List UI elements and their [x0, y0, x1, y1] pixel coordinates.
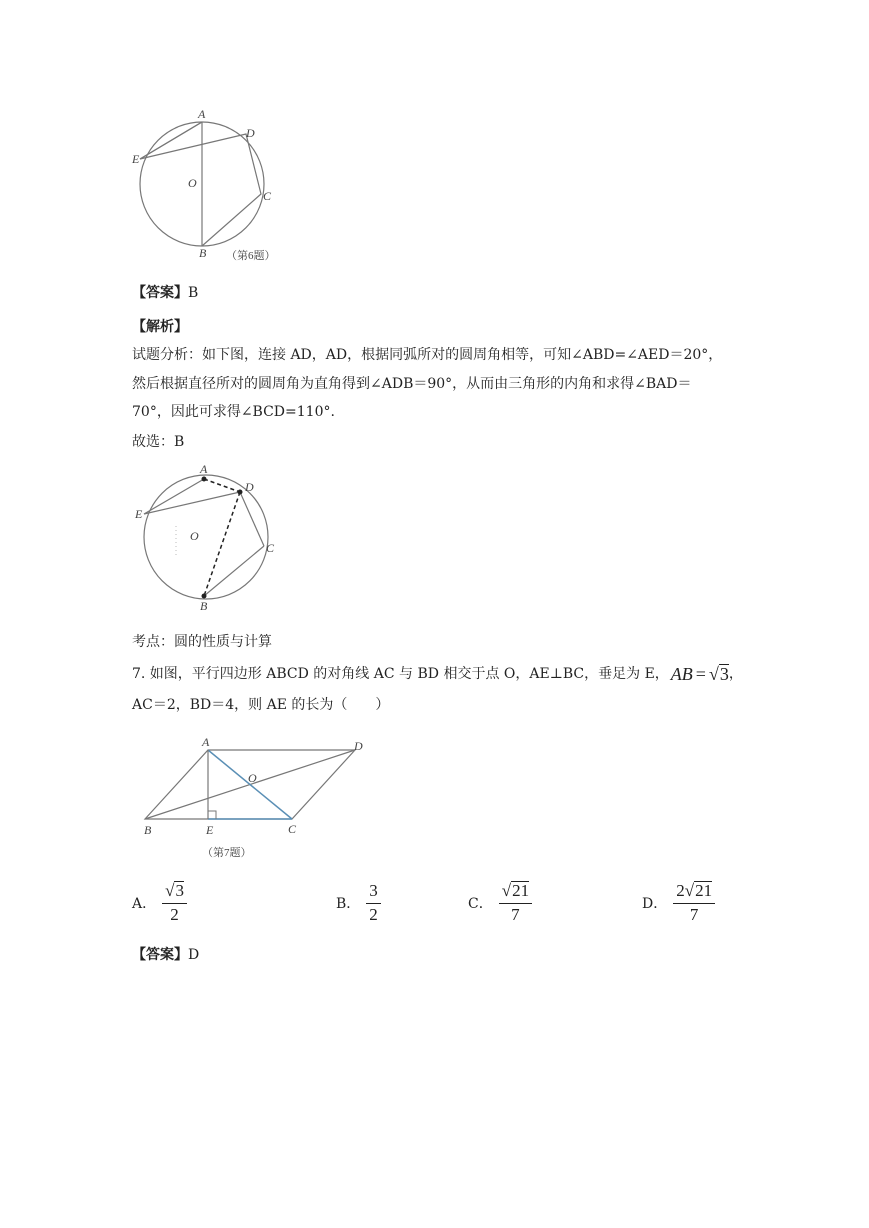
label-e: E	[135, 507, 143, 521]
chord-ae	[140, 122, 202, 159]
label-d: D	[246, 126, 255, 140]
analysis-line-3: 70°，因此可求得∠BCD=110°.	[132, 404, 335, 420]
analysis-line-2: 然后根据直径所对的圆周角为直角得到∠ADB＝90°，从而由三角形的内角和求得∠BAD＝	[132, 376, 692, 392]
answer-value: B	[188, 285, 199, 301]
analysis-choice: 故选：B	[132, 434, 185, 450]
point-b	[202, 594, 207, 599]
question-7-line-1: 7. 如图，平行四边形 ABCD 的对角线 AC 与 BD 相交于点 O，AE⊥BC，垂足为 E， AB = √3 ，	[132, 664, 743, 684]
label-o: O	[190, 529, 199, 543]
math-ab-eq-sqrt3: AB = √3	[670, 664, 729, 684]
label-b: B	[144, 823, 152, 837]
label-o: O	[188, 176, 197, 190]
answer-label: 【答案】	[132, 285, 188, 301]
option-d[interactable]: D． $\frac{2√21}{7}$	[642, 880, 715, 926]
kaodian: 考点：圆的性质与计算	[132, 634, 272, 650]
option-a-fraction: $\frac{√3}{2}$	[162, 880, 187, 926]
answer-label: 【答案】	[132, 947, 188, 963]
point-d	[238, 490, 243, 495]
question-7-text: 7. 如图，平行四边形 ABCD 的对角线 AC 与 BD 相交于点 O，AE⊥BC，垂足为 E，	[132, 666, 669, 682]
label-o: O	[248, 771, 257, 785]
answer-6	[132, 283, 198, 303]
right-angle-mark	[208, 811, 216, 819]
chord-ed	[144, 492, 240, 514]
question-7-line-2: AC＝2，BD＝4，则 AE 的长为（ ）	[132, 697, 390, 713]
figure-6-circle-diagram	[128, 105, 298, 265]
label-e: E	[132, 152, 140, 166]
answer-7	[132, 945, 199, 965]
dashed-ad	[204, 479, 240, 492]
option-d-fraction: $\frac{2√21}{7}$	[673, 880, 715, 926]
label-a: A	[200, 462, 208, 476]
label-c: C	[263, 189, 272, 203]
label-e: E	[206, 823, 214, 837]
label-a: A	[198, 107, 206, 121]
analysis-line-1: 试题分析：如下图，连接 AD，AD，根据同弧所对的圆周角相等，可知∠ABD=∠AED＝20°，	[132, 347, 723, 363]
option-c[interactable]: C． $\frac{√21}{7}$	[468, 880, 532, 926]
chord-cb	[204, 546, 264, 596]
label-d: D	[354, 739, 363, 753]
option-a[interactable]: A． $\frac{√3}{2}$	[132, 880, 187, 926]
label-c: C	[288, 822, 297, 836]
option-b-fraction: $\frac{3}{2}$	[366, 880, 381, 926]
label-a: A	[202, 735, 210, 749]
label-c: C	[266, 541, 275, 555]
figure-7-parallelogram-diagram	[140, 732, 380, 867]
option-c-fraction: $\frac{√21}{7}$	[499, 880, 532, 926]
analysis-label: 【解析】	[132, 319, 188, 335]
point-a	[202, 477, 207, 482]
label-b: B	[200, 599, 208, 613]
chord-dc	[240, 492, 264, 546]
figure-7-caption: （第7题）	[202, 847, 252, 859]
figure-6-solution-diagram	[128, 460, 298, 615]
option-b[interactable]: B． $\frac{3}{2}$	[336, 880, 381, 926]
answer-value: D	[188, 947, 200, 963]
label-b: B	[199, 246, 207, 260]
label-d: D	[245, 480, 254, 494]
figure-6-caption: （第6题）	[226, 250, 276, 262]
